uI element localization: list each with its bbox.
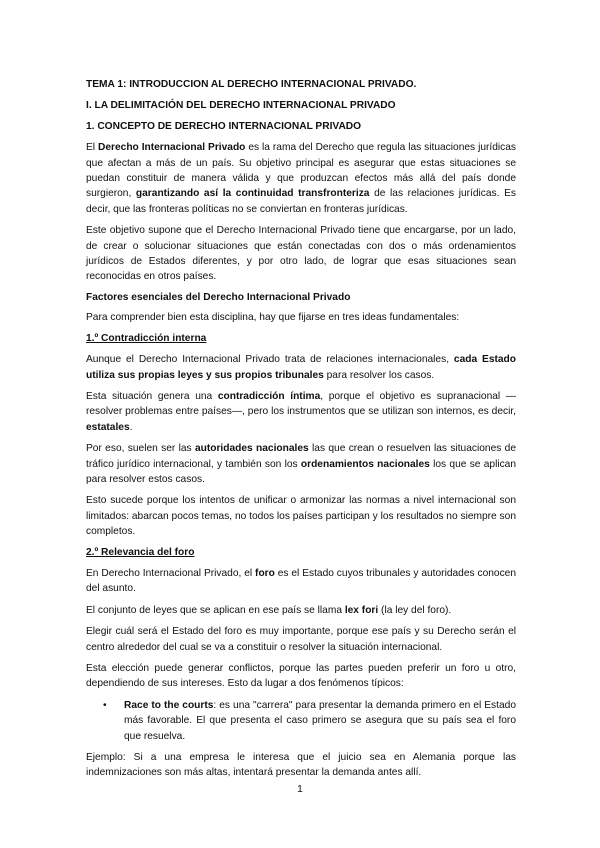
- paragraph-objective: Este objetivo supone que el Derecho Internacional Privado tiene que encargarse, por un lado, de crear o solucionar situaciones que están conectadas con dos o más ordenamientos jurídicos de Estados diferentes, y por otro lado, de lograr que esas situaciones sean reconocidas en otros países.: [86, 225, 516, 283]
- page-number: 1: [297, 784, 303, 795]
- heading-foro: 2.º Relevancia del foro: [86, 546, 195, 558]
- paragraph-eleccion-foro: Elegir cuál será el Estado del foro es muy importante, porque ese país y su Derecho serán el centro alrededor del cual se va a constituir o resolver la situación internacional.: [86, 626, 516, 653]
- paragraph-foro-def: En Derecho Internacional Privado, el foro es el Estado cuyos tribunales y autoridades conocen del asunto.: [86, 567, 516, 595]
- subheading-factores: Factores esenciales del Derecho Internacional Privado: [86, 291, 351, 303]
- section-heading-i: I. LA DELIMITACIÓN DEL DERECHO INTERNACIONAL PRIVADO: [86, 100, 396, 112]
- paragraph-definition: El Derecho Internacional Privado es la rama del Derecho que regula las situaciones jurídicas que afectan a más de un país. Su objetivo principal es asegurar que estas situaciones se puedan constituir de manera válida y que produzcan efectos más allá del país donde surgieron, garantizando así la continuidad transfronteriza de las relaciones jurídicas. Es decir, que las fronteras políticas no se conviertan en fronteras jurídicas.: [86, 142, 516, 215]
- paragraph-conflictos: Esta elección puede generar conflictos, porque las partes pueden preferir un foro u otro, dependiendo de sus intereses. Esto da lugar a dos fenómenos típicos:: [86, 663, 516, 690]
- paragraph-ejemplo: Ejemplo: Si a una empresa le interesa que el juicio sea en Alemania porque las indemnizaciones son más altas, intentará presentar la demanda antes allí.: [86, 752, 516, 779]
- paragraph-factores-intro: Para comprender bien esta disciplina, hay que fijarse en tres ideas fundamentales:: [86, 312, 460, 324]
- paragraph-unificacion: Esto sucede porque los intentos de unificar o armonizar las normas a nivel internacional son limitados: abarcan pocos temas, no todos los países participan y los resultados no siempre son completos.: [86, 495, 516, 538]
- paragraph-contradiccion-2: Esta situación genera una contradicción íntima, porque el objetivo es supranacional — resolver problemas entre países—, pero los instrumentos que se utilizan son internos, es decir, estatales.: [86, 390, 516, 433]
- paragraph-autoridades: Por eso, suelen ser las autoridades nacionales las que crean o resuelven las situaciones de tráfico jurídico internacional, y también son los ordenamientos nacionales los que se aplican para resolver estos casos.: [86, 443, 517, 485]
- bullet-race-to-courts: • Race to the courts: es una "carrera" para presentar la demanda primero en el Estado más favorable. El que presenta el caso primero se asegura que su país sea el foro que resuelva.: [103, 699, 516, 742]
- bullet-dot-icon: •: [103, 699, 107, 711]
- paragraph-contradiccion-1: Aunque el Derecho Internacional Privado trata de relaciones internacionales, cada Estado utiliza sus propias leyes y sus propios tribunales para resolver los casos.: [86, 354, 516, 381]
- document-title: TEMA 1: INTRODUCCION AL DERECHO INTERNACIONAL PRIVADO.: [86, 79, 417, 90]
- section-heading-1: 1. CONCEPTO DE DERECHO INTERNACIONAL PRIVADO: [86, 120, 362, 132]
- paragraph-lex-fori: El conjunto de leyes que se aplican en ese país se llama lex fori (la ley del foro).: [86, 604, 452, 616]
- document-body: [86, 77, 516, 781]
- heading-contradiccion: 1.º Contradicción interna: [86, 332, 207, 344]
